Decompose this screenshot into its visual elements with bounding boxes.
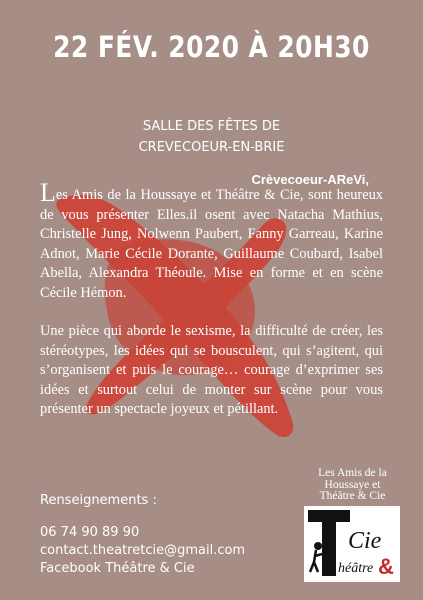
contact-email[interactable]: contact.theatretcie@gmail.com <box>40 543 246 558</box>
logo-caption <box>290 468 415 503</box>
event-date-title: 22 FÉV. 2020 À 20H30 <box>53 30 370 64</box>
description-paragraph-1-text: es Amis de la Houssaye et Théâtre & Cie, sont heureux de vous présenter Elles.il osent avec Natacha Mathius, Christelle Jung, Nolwenn Paubert, Fanny Garreau, Karine Adnot, Marie Cécile Dorante, Guillaume Coubard, Isabel Abella, Alexandra Théoule. Mise en forme et en scène Cécile Hémon. <box>40 187 383 301</box>
theatre-cie-logo <box>304 506 400 582</box>
venue-line-1: SALLE DES FÊTES DE <box>142 119 281 134</box>
logo-cie-text: Cie <box>348 528 382 554</box>
theatre-cie-logo-mark <box>304 506 400 582</box>
logo-ampersand-text: & <box>378 554 394 579</box>
host-name: Crèvecoeur-AReVi, <box>251 172 369 187</box>
description-paragraph-2: Une pièce qui aborde le sexisme, la difficulté de créer, les stéréotypes, les idées qui se bousculent, qui s’agitent, qui s’organisent et puis le courage… courage d’exprimer ses idées et surtout celui de monter sur scène pour vous présenter un spectacle joyeux et pétillant. <box>40 323 383 417</box>
contact-heading: Renseignements : <box>40 493 157 508</box>
logo-theatre-text: héâtre <box>338 561 374 576</box>
contact-facebook[interactable]: Facebook Théâtre & Cie <box>40 561 195 576</box>
logo-caption-line-3: Théâtre & Cie <box>319 490 386 502</box>
drop-cap: L <box>40 178 56 207</box>
venue-line-2: CREVECOEUR-EN-BRIE <box>138 140 285 155</box>
contact-phone[interactable]: 06 74 90 89 90 <box>40 525 140 540</box>
logo-caption-line-2: Houssaye et <box>324 478 381 491</box>
logo-caption-line-1: Les Amis de la <box>318 467 387 479</box>
